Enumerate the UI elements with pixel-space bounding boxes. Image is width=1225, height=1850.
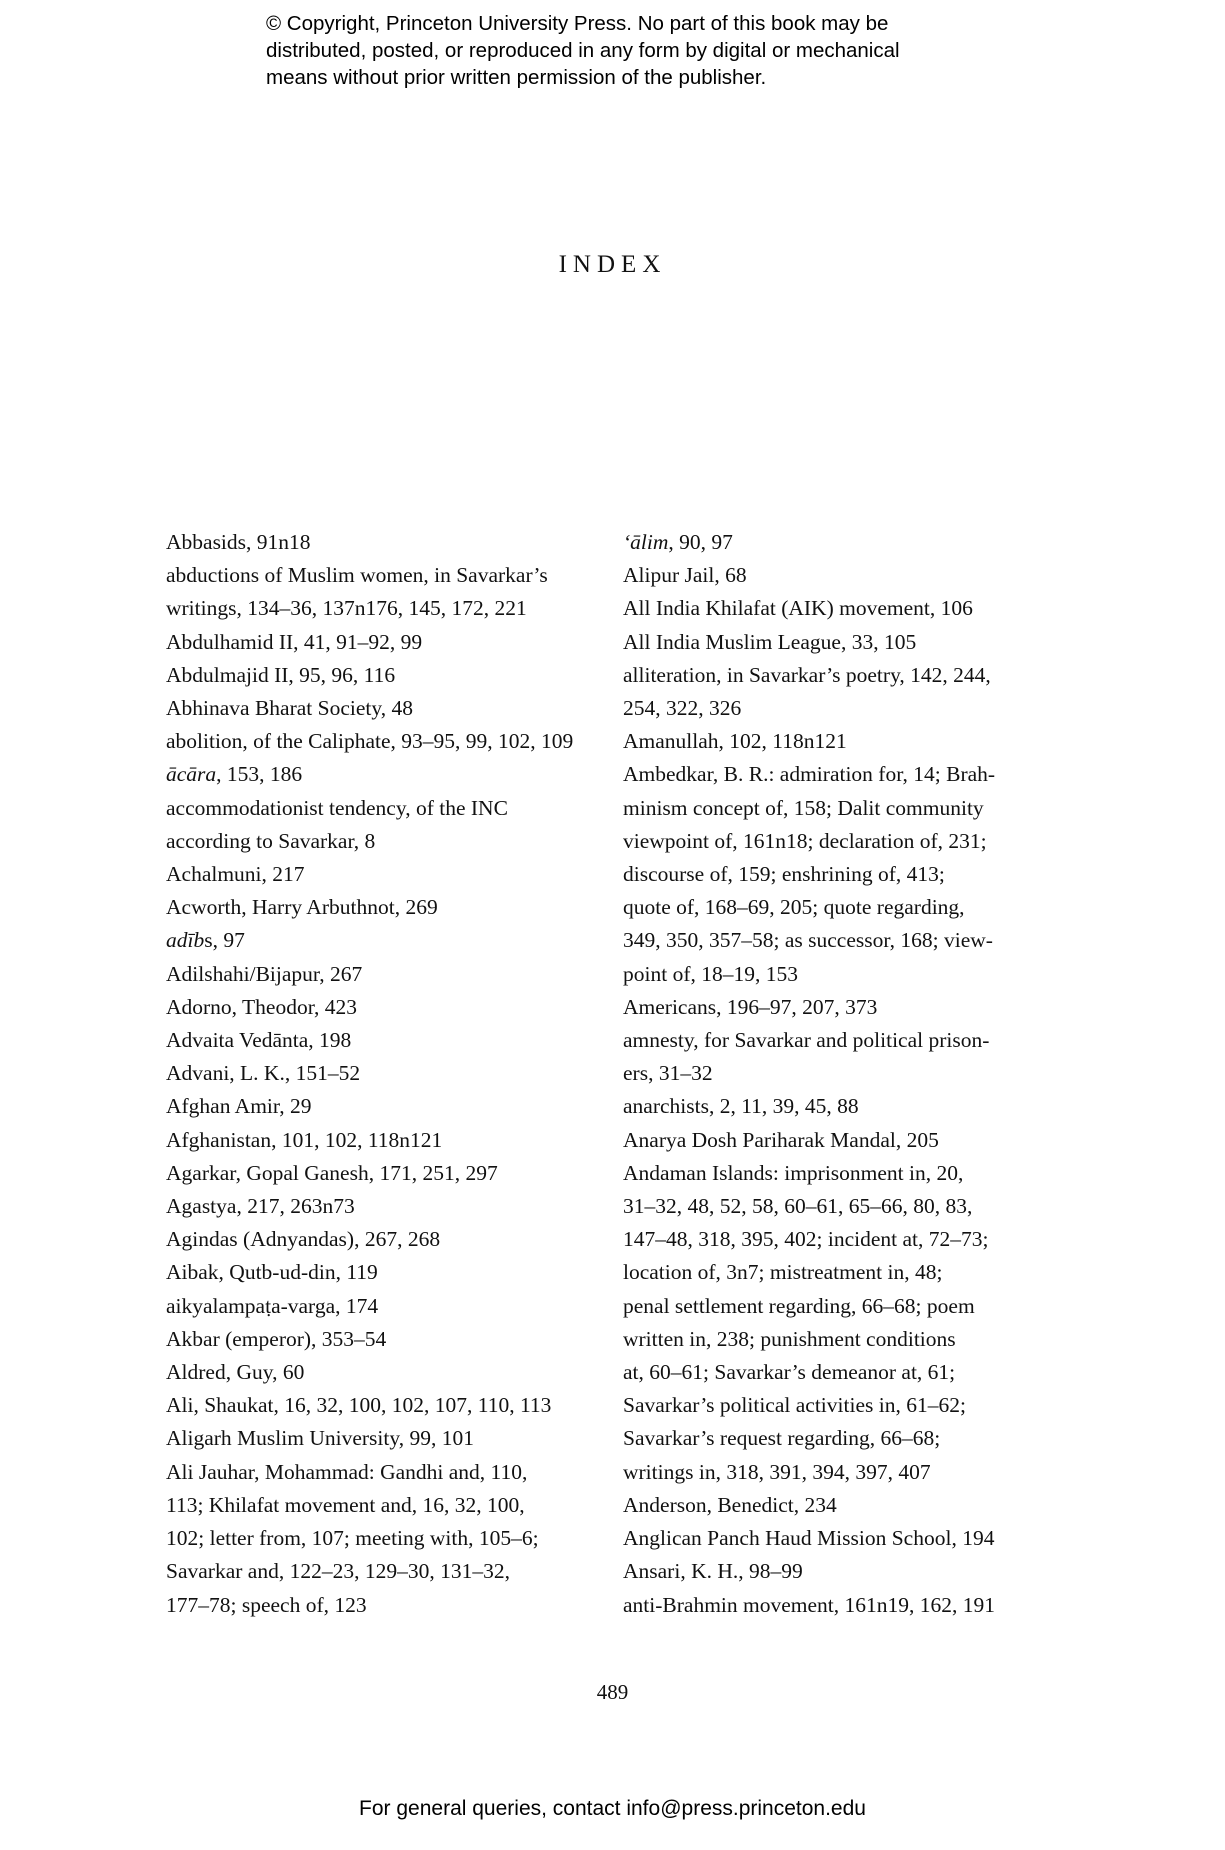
index-entry-line: ers, 31–32	[623, 1061, 713, 1086]
index-entry-line: Savarkar’s request regarding, 66–68;	[623, 1426, 941, 1451]
index-entry-line: Adilshahi/Bijapur, 267	[166, 961, 363, 986]
index-entry-line: Amanullah, 102, 118n121	[623, 729, 847, 754]
index-entry-line: 113; Khilafat movement and, 16, 32, 100,	[166, 1492, 525, 1517]
index-entry-line: 31–32, 48, 52, 58, 60–61, 65–66, 80, 83,	[623, 1194, 973, 1219]
index-entry	[166, 1024, 586, 1057]
index-entry-line: discourse of, 159; enshrining of, 413;	[623, 862, 945, 887]
index-entry	[166, 659, 586, 692]
index-entry-line: writings in, 318, 391, 394, 397, 407	[623, 1459, 931, 1484]
index-entry-line: quote of, 168–69, 205; quote regarding,	[623, 895, 965, 920]
copyright-notice	[266, 10, 1026, 91]
index-entry-line: abolition, of the Caliphate, 93–95, 99, 102, 109	[166, 729, 574, 754]
index-entry-line: Anarya Dosh Pariharak Mandal, 205	[623, 1127, 939, 1152]
index-entry-line: alliteration, in Savarkar’s poetry, 142, 244,	[623, 662, 991, 687]
index-entry-term: ācāra	[166, 762, 217, 787]
index-entry	[166, 692, 586, 725]
index-entry-line: minism concept of, 158; Dalit community	[623, 795, 984, 820]
index-entry-line: location of, 3n7; mistreatment in, 48;	[623, 1260, 943, 1285]
index-entry-line: point of, 18–19, 153	[623, 961, 798, 986]
index-entry-line: penal settlement regarding, 66–68; poem	[623, 1293, 975, 1318]
index-entry-line: 254, 322, 326	[623, 696, 742, 721]
index-entry	[166, 1389, 586, 1422]
index-entry-line: Savarkar and, 122–23, 129–30, 131–32,	[166, 1559, 510, 1584]
index-entry	[166, 891, 586, 924]
index-entry	[166, 958, 586, 991]
index-entry	[166, 1090, 586, 1123]
copyright-line: distributed, posted, or reproduced in any form by digital or mechanical	[266, 39, 900, 62]
index-entry-line	[166, 924, 586, 957]
index-entry	[166, 758, 586, 791]
index-column-left	[166, 526, 586, 1622]
index-entry	[623, 1555, 1043, 1588]
index-heading: INDEX	[558, 251, 667, 278]
index-entry-line: accommodationist tendency, of the INC	[166, 795, 508, 820]
index-entry	[623, 1157, 1043, 1489]
index-entry-line: Savarkar’s political activities in, 61–62;	[623, 1393, 966, 1418]
index-entry-line: according to Savarkar, 8	[166, 828, 376, 853]
index-entry-line: Afghanistan, 101, 102, 118n121	[166, 1127, 443, 1152]
index-entry-line: Achalmuni, 217	[166, 862, 305, 887]
index-entry-line: Alipur Jail, 68	[623, 563, 747, 588]
index-entry-line: All India Khilafat (AIK) movement, 106	[623, 596, 973, 621]
index-entry-line: viewpoint of, 161n18; declaration of, 231;	[623, 828, 987, 853]
index-entry-line: Abdulmajid II, 95, 96, 116	[166, 662, 396, 687]
index-entry	[166, 526, 586, 559]
index-entry-line: Adorno, Theodor, 423	[166, 994, 358, 1019]
index-entry-line: Aldred, Guy, 60	[166, 1360, 305, 1385]
index-entry	[166, 1290, 586, 1323]
index-entry-term: ‘ālim	[623, 530, 669, 554]
index-entry-line	[623, 526, 1043, 559]
index-entry-line: 147–48, 318, 395, 402; incident at, 72–73;	[623, 1227, 989, 1252]
index-entry-line: Abhinava Bharat Society, 48	[166, 696, 413, 721]
index-entry	[623, 1090, 1043, 1123]
index-entry	[166, 1456, 586, 1622]
index-entry	[166, 1256, 586, 1289]
index-entry-line: anti-Brahmin movement, 161n19, 162, 191	[623, 1592, 996, 1617]
index-entry	[166, 1124, 586, 1157]
index-entry	[623, 592, 1043, 625]
index-entry	[166, 1157, 586, 1190]
index-entry-line: Afghan Amir, 29	[166, 1094, 312, 1119]
index-entry-line: All India Muslim League, 33, 105	[623, 629, 917, 654]
index-entry-line: 102; letter from, 107; meeting with, 105–6;	[166, 1526, 539, 1551]
index-entry-line: Ali Jauhar, Mohammad: Gandhi and, 110,	[166, 1459, 528, 1484]
index-entry	[166, 725, 586, 758]
footer-contact: For general queries, contact info@press.princeton.edu	[359, 1797, 866, 1820]
index-entry	[166, 1223, 586, 1256]
index-entry-line: anarchists, 2, 11, 39, 45, 88	[623, 1094, 859, 1119]
index-entry	[623, 559, 1043, 592]
index-entry-line: Ambedkar, B. R.: admiration for, 14; Brah-	[623, 762, 996, 787]
index-entry-line: Abdulhamid II, 41, 91–92, 99	[166, 629, 423, 654]
index-entry-line: 349, 350, 357–58; as successor, 168; view-	[623, 928, 993, 953]
index-entry	[623, 1024, 1043, 1090]
index-entry	[166, 1356, 586, 1389]
index-entry-line: abductions of Muslim women, in Savarkar’s	[166, 563, 548, 588]
index-entry-locators: , 153, 186	[216, 762, 303, 787]
index-entry-line: Andaman Islands: imprisonment in, 20,	[623, 1160, 964, 1185]
index-entry-line: Anderson, Benedict, 234	[623, 1492, 837, 1517]
copyright-line: means without prior written permission of the publisher.	[266, 66, 767, 89]
index-entry-line: Advani, L. K., 151–52	[166, 1061, 361, 1086]
index-entry	[623, 991, 1043, 1024]
index-entry-line: at, 60–61; Savarkar’s demeanor at, 61;	[623, 1360, 956, 1385]
index-entry	[166, 1422, 586, 1455]
index-entry-locators: , 90, 97	[668, 530, 733, 554]
index-entry	[166, 991, 586, 1024]
copyright-line: © Copyright, Princeton University Press. No part of this book may be	[266, 12, 889, 35]
index-entry-line: Americans, 196–97, 207, 373	[623, 994, 878, 1019]
index-entry	[623, 758, 1043, 990]
index-entry-line: Aligarh Muslim University, 99, 101	[166, 1426, 474, 1451]
index-entry-line: writings, 134–36, 137n176, 145, 172, 221	[166, 596, 527, 621]
index-entry	[623, 725, 1043, 758]
index-entry-line: Agarkar, Gopal Ganesh, 171, 251, 297	[166, 1160, 498, 1185]
index-entry-line: Abbasids, 91n18	[166, 530, 311, 554]
index-column-right	[623, 526, 1043, 1622]
index-entry-line: Akbar (emperor), 353–54	[166, 1326, 387, 1351]
index-entry	[166, 559, 586, 625]
index-entry	[166, 626, 586, 659]
index-entry	[623, 526, 1043, 559]
index-entry-line: 177–78; speech of, 123	[166, 1592, 367, 1617]
index-entry	[166, 1323, 586, 1356]
index-entry-line: Advaita Vedānta, 198	[166, 1028, 352, 1053]
index-entry	[623, 1522, 1043, 1555]
index-entry	[166, 1057, 586, 1090]
index-entry-line: amnesty, for Savarkar and political prison-	[623, 1028, 990, 1053]
index-entry	[166, 1190, 586, 1223]
index-entry	[623, 626, 1043, 659]
page-number: 489	[596, 1680, 629, 1704]
index-entry	[623, 659, 1043, 725]
index-entry-locators: s, 97	[204, 928, 245, 953]
index-entry	[623, 1489, 1043, 1522]
index-entry-line: Ali, Shaukat, 16, 32, 100, 102, 107, 110, 113	[166, 1393, 552, 1418]
index-entry-line: Agindas (Adnyandas), 267, 268	[166, 1227, 441, 1252]
index-entry	[166, 792, 586, 858]
index-entry-line: aikyalampaṭa-varga, 174	[166, 1293, 379, 1318]
index-entry-line: Anglican Panch Haud Mission School, 194	[623, 1526, 995, 1551]
index-entry	[166, 924, 586, 957]
index-entry-line: Agastya, 217, 263n73	[166, 1194, 355, 1219]
index-entry-line: Acworth, Harry Arbuthnot, 269	[166, 895, 438, 920]
index-entry	[166, 858, 586, 891]
index-entry-line: written in, 238; punishment conditions	[623, 1326, 956, 1351]
index-entry-line: Ansari, K. H., 98–99	[623, 1559, 803, 1584]
index-entry	[623, 1589, 1043, 1622]
index-entry-term: adīb	[166, 928, 205, 953]
index-entry-line: Aibak, Qutb-ud-din, 119	[166, 1260, 378, 1285]
index-entry-line	[166, 758, 586, 791]
index-entry	[623, 1124, 1043, 1157]
